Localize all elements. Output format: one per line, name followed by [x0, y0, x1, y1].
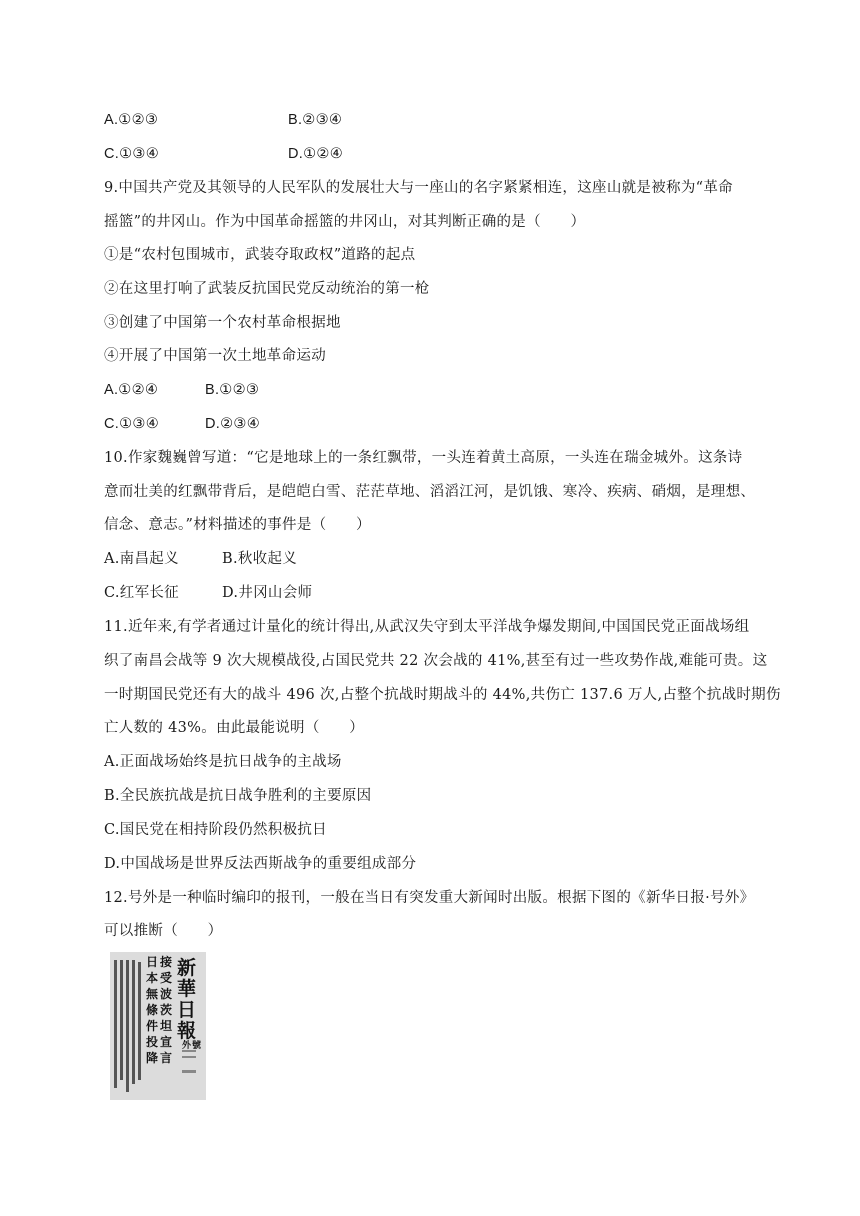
q9-stem-line-1: 9.中国共产党及其领导的人民军队的发展壮大与一座山的名字紧紧相连，这座山就是被称为“革命 [104, 180, 733, 196]
newspaper-masthead: 新華日報 [177, 957, 197, 1042]
q11-option-a: A.正面战场始终是抗日战争的主战场 [104, 754, 342, 770]
q9-stem-line-2: 摇篮”的井冈山。作为中国革命摇篮的井冈山，对其判断正确的是（ ） [104, 214, 586, 230]
q10-option-a: A.南昌起义 [104, 551, 179, 567]
q12-stem-line-2: 可以推断（ ） [104, 923, 223, 939]
newspaper-headline-2: 日本無條件投降 [146, 955, 159, 1065]
q10-stem-line-2: 意而壮美的红飘带背后，是皑皑白雪、茫茫草地、滔滔江河，是饥饿、寒冷、疾病、硝烟，是理想、 [104, 484, 756, 500]
q10-stem-line-3: 信念、意志。”材料描述的事件是（ ） [104, 517, 371, 533]
q9-item-4: ④开展了中国第一次土地革命运动 [104, 348, 326, 364]
q11-stem-line-4: 亡人数的 43%。由此最能说明（ ） [104, 720, 365, 736]
q10-stem-line-1: 10.作家魏巍曾写道：“它是地球上的一条红飘带，一头连着黄土高原，一头连在瑞金城外。这条诗 [104, 450, 743, 466]
q9-option-d: D.②③④ [205, 416, 260, 432]
q10-option-b: B.秋收起义 [222, 551, 298, 567]
q9-option-c: C.①③④ [104, 416, 159, 432]
q8-option-c: C.①③④ [104, 146, 159, 162]
q8-option-d: D.①②④ [288, 146, 343, 162]
q11-option-b: B.全民族抗战是抗日战争胜利的主要原因 [104, 788, 372, 804]
newspaper-headline-1: 接受波茨坦宣言 [160, 955, 173, 1065]
q10-option-c: C.红军长征 [104, 585, 179, 601]
q11-stem-line-3: 一时期国民党还有大的战斗 496 次,占整个抗战时期战斗的 44%,共伤亡 137.6 万人,占整个抗战时期伤 [104, 687, 781, 703]
q9-option-a: A.①②④ [104, 382, 159, 398]
q9-option-b: B.①②③ [205, 382, 260, 398]
q9-item-3: ③创建了中国第一个农村革命根据地 [104, 315, 341, 331]
q11-option-c: C.国民党在相持阶段仍然积极抗日 [104, 822, 327, 838]
newspaper-extra-label: 外號 [182, 1041, 202, 1051]
q11-stem-line-2: 织了南昌会战等 9 次大规模战役,占国民党共 22 次会战的 41%,甚至有过一些攻势作战,难能可贵。这 [104, 653, 768, 669]
q9-item-1: ①是“农村包围城市，武装夺取政权”道路的起点 [104, 247, 416, 263]
q12-stem-line-1: 12.号外是一种临时编印的报刊，一般在当日有突发重大新闻时出版。根据下图的《新华日报·号外》 [104, 890, 755, 906]
q8-option-b: B.②③④ [288, 112, 343, 128]
q10-option-d: D.井冈山会师 [222, 585, 313, 601]
q9-item-2: ②在这里打响了武装反抗国民党反动统治的第一枪 [104, 281, 430, 297]
q11-stem-line-1: 11.近年来,有学者通过计量化的统计得出,从武汉失守到太平洋战争爆发期间,中国国民党正面战场组 [104, 619, 750, 635]
q8-option-a: A.①②③ [104, 112, 159, 128]
q11-option-d: D.中国战场是世界反法西斯战争的重要组成部分 [104, 856, 417, 872]
xinhua-daily-extra-image [110, 952, 206, 1100]
